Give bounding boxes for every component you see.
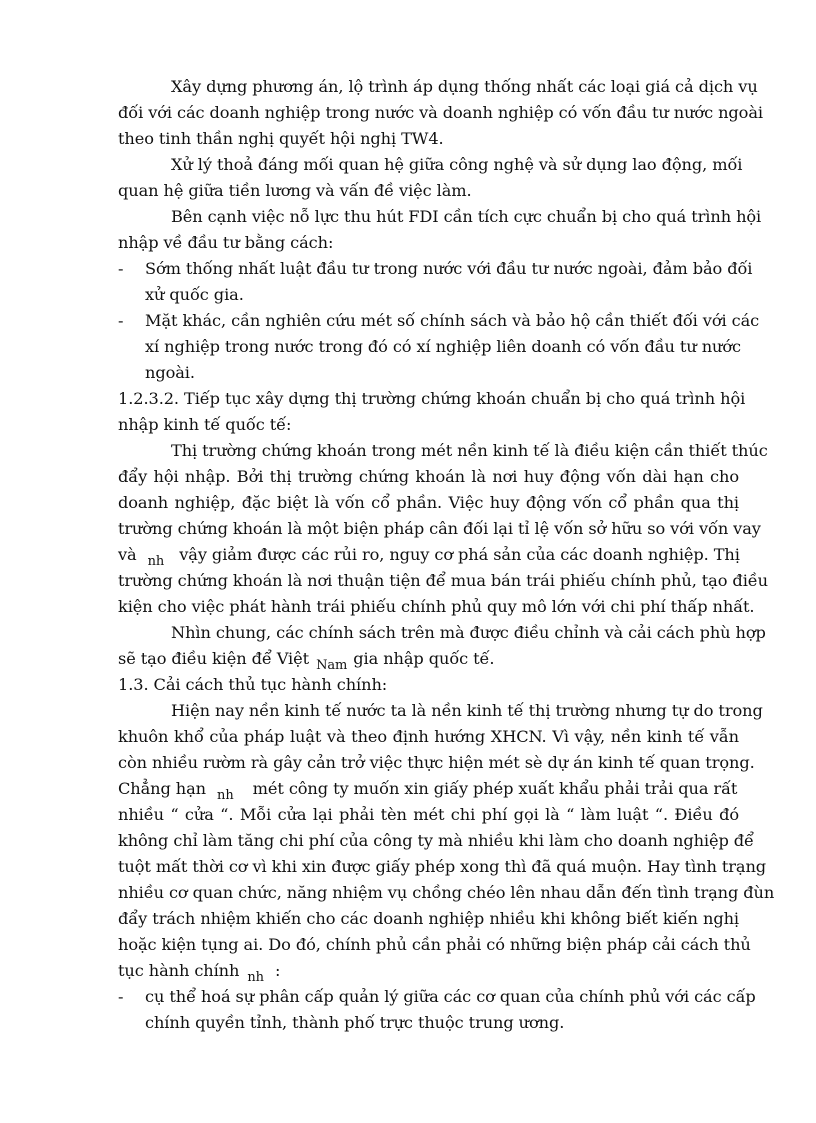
bullet-mark: - [118, 987, 124, 1006]
paragraph-line: tuột mất thời cơ vì khi xin được giấy phép xong thì đã quá muộn. Hay tình trạng [118, 857, 767, 876]
text-run: mét công ty muốn xin giấy phép xuất khẩu phải trải qua rất [252, 779, 738, 798]
paragraph-line [118, 649, 739, 671]
text-run: sẽ tạo điều kiện để Việt [118, 649, 310, 668]
paragraph-line: đẩy hội nhập. Bởi thị trường chứng khoán là nơi huy động vốn dài hạn cho [118, 467, 739, 486]
paragraph-line [118, 961, 739, 983]
section-heading: nhập kinh tế quốc tế: [118, 415, 292, 434]
paragraph-line: Thị trường chứng khoán trong mét nền kinh tế là điều kiện cần thiết thúc [171, 441, 768, 460]
paragraph-line: đối với các doanh nghiệp trong nước và doanh nghiệp có vốn đầu tư nước ngoài [118, 103, 763, 122]
bullet-line: xí nghiệp trong nước trong đó có xí nghiệp liên doanh có vốn đầu tư nước [145, 337, 741, 356]
text-run: tục hành chính [118, 961, 240, 980]
paragraph-line: Nhìn chung, các chính sách trên mà được điều chỉnh và cải cách phù hợp [171, 623, 766, 642]
paragraph-line: Bên cạnh việc nỗ lực thu hút FDI cần tích cực chuẩn bị cho quá trình hội [171, 207, 762, 226]
paragraph-line: khuôn khổ của pháp luật và theo định hướng XHCN. Vì vậy, nền kinh tế vẫn [118, 727, 739, 746]
text-run: vậy giảm được các rủi ro, nguy cơ phá sản của các doanh nghiệp. Thị [179, 545, 740, 564]
paragraph-line: hoặc kiện tụng ai. Do đó, chính phủ cần phải có những biện pháp cải cách thủ [118, 935, 751, 954]
text-run: gia nhập quốc tế. [353, 649, 495, 668]
text-run: và [118, 545, 137, 564]
paragraph-line: không chỉ làm tăng chi phí của công ty mà nhiều khi làm cho doanh nghiệp để [118, 831, 754, 850]
paragraph-line: Hiện nay nền kinh tế nước ta là nền kinh tế thị trường nhưng tự do trong [171, 701, 763, 720]
paragraph-line: nhiều cơ quan chức, năng nhiệm vụ chồng chéo lên nhau dẫn đến tình trạng đùn [118, 883, 775, 902]
paragraph-line: quan hệ giữa tiền lương và vấn đề việc làm. [118, 181, 472, 200]
paragraph-line: trường chứng khoán là nơi thuận tiện để mua bán trái phiếu chính phủ, tạo điều [118, 571, 768, 590]
bullet-line: xử quốc gia. [145, 285, 244, 304]
subscript-text: nh [247, 970, 264, 985]
paragraph-line: doanh nghiệp, đặc biệt là vốn cổ phần. Việc huy động vốn cổ phần qua thị [118, 493, 739, 512]
paragraph-line: Xử lý thoả đáng mối quan hệ giữa công nghệ và sử dụng lao động, mối [171, 155, 743, 174]
bullet-line: Mặt khác, cần nghiên cứu mét số chính sách và bảo hộ cần thiết đối với các [145, 311, 760, 330]
bullet-line: cụ thể hoá sự phân cấp quản lý giữa các cơ quan của chính phủ với các cấp [145, 987, 756, 1006]
paragraph-line: kiện cho việc phát hành trái phiếu chính phủ quy mô lớn với chi phí thấp nhất. [118, 597, 755, 616]
paragraph-line: theo tinh thần nghị quyết hội nghị TW4. [118, 129, 444, 148]
text-run: Chẳng hạn [118, 779, 206, 798]
subscript-text: nh [147, 554, 165, 569]
paragraph-line: nhập về đầu tư bằng cách: [118, 233, 334, 252]
bullet-mark: - [118, 311, 124, 330]
paragraph-line: đẩy trách nhiệm khiến cho các doanh nghiệp nhiều khi không biết kiến nghị [118, 909, 739, 928]
bullet-line: Sớm thống nhất luật đầu tư trong nước với đầu tư nước ngoài, đảm bảo đối [145, 259, 753, 278]
bullet-line: ngoài. [145, 363, 195, 382]
section-heading: 1.2.3.2. Tiếp tục xây dựng thị trường chứng khoán chuẩn bị cho quá trình hội [118, 389, 746, 408]
subscript-text: nh [217, 788, 234, 803]
paragraph-line [118, 779, 739, 801]
paragraph-line [118, 545, 739, 567]
paragraph-line: trường chứng khoán là một biện pháp cân đối lại tỉ lệ vốn sở hữu so với vốn vay [118, 519, 761, 538]
paragraph-line: Xây dựng phương án, lộ trình áp dụng thống nhất các loại giá cả dịch vụ [171, 77, 758, 96]
paragraph-line: còn nhiều rườm rà gây cản trở việc thực hiện mét sè dự án kinh tế quan trọng. [118, 753, 755, 772]
text-run: : [274, 961, 281, 980]
bullet-mark: - [118, 259, 124, 278]
paragraph-line: nhiều “ cửa “. Mỗi cửa lại phải tèn mét chi phí gọi là “ làm luật “. Điều đó [118, 805, 739, 824]
bullet-line: chính quyền tỉnh, thành phố trực thuộc trung ương. [145, 1013, 565, 1032]
section-heading: 1.3. Cải cách thủ tục hành chính: [118, 675, 388, 694]
subscript-text: Nam [316, 658, 348, 673]
